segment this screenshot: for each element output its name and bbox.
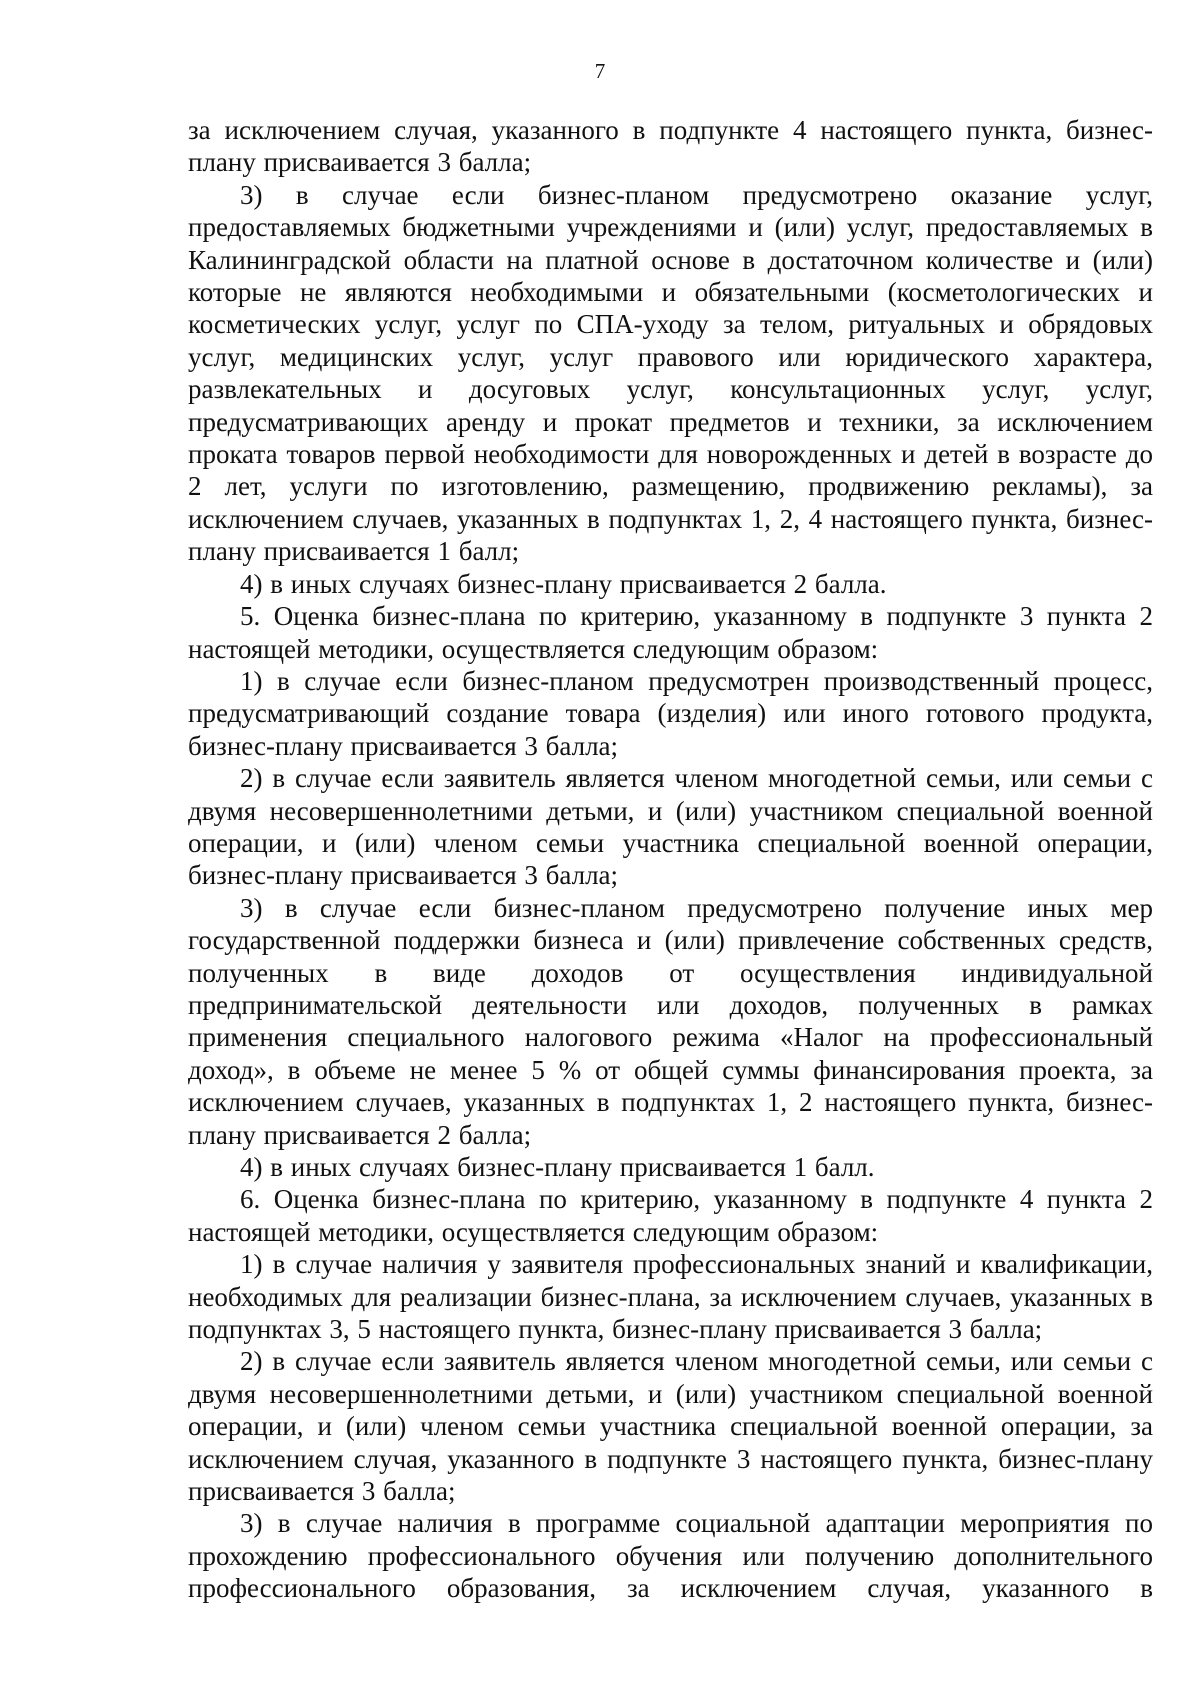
paragraph: 3) в случае если бизнес-планом предусмотрено получение иных мер государственной поддержки бизнеса и (или) привлечение собственных средств, полученных в виде доходов от осуществления индивидуальной предпринимательской деятельности или доходов, полученных в рамках применения специального налогового режима «Налог на профессиональный доход», в объеме не менее 5 % от общей суммы финансирования проекта, за исключением случаев, указанных в подпунктах 1, 2 настоящего пункта, бизнес-плану присваивается 2 балла; (188, 892, 1153, 1150)
paragraph: 6. Оценка бизнес-плана по критерию, указанному в подпункте 4 пункта 2 настоящей методики, осуществляется следующим образом: (188, 1184, 1153, 1247)
paragraph: 3) в случае наличия в программе социальной адаптации мероприятия по прохождению профессионального обучения или получению дополнительного профессионального образования, за исключением случая, указанного в (188, 1508, 1153, 1604)
paragraph: 3) в случае если бизнес-планом предусмотрено оказание услуг, предоставляемых бюджетными учреждениями и (или) услуг, предоставляемых в Калининградской области на платной основе в достаточном количестве и (или) которые не являются необходимыми и обязательными (косметологических и косметических услуг, услуг по СПА-уходу за телом, ритуальных и обрядовых услуг, медицинских услуг, услуг правового или юридического характера, развлекательных и досуговых услуг, консультационных услуг, услуг, предусматривающих аренду и прокат предметов и техники, за исключением проката товаров первой необходимости для новорожденных и детей в возрасте до 2 лет, услуги по изготовлению, размещению, продвижению рекламы), за исключением случаев, указанных в подпунктах 1, 2, 4 настоящего пункта, бизнес-плану присваивается 1 балл; (188, 179, 1153, 567)
page-number: 7 (594, 59, 606, 83)
paragraph: 2) в случае если заявитель является членом многодетной семьи, или семьи с двумя несовершеннолетними детьми, и (или) участником специальной военной операции, и (или) членом семьи участника специальной военной операции, бизнес-плану присваивается 3 балла; (188, 763, 1153, 891)
paragraph: за исключением случая, указанного в подпункте 4 настоящего пункта, бизнес-плану присваивается 3 балла; (188, 115, 1153, 178)
paragraph: 1) в случае если бизнес-планом предусмотрен производственный процесс, предусматривающий создание товара (изделия) или иного готового продукта, бизнес-плану присваивается 3 балла; (188, 665, 1153, 761)
paragraph: 5. Оценка бизнес-плана по критерию, указанному в подпункте 3 пункта 2 настоящей методики, осуществляется следующим образом: (188, 601, 1153, 664)
paragraph: 2) в случае если заявитель является членом многодетной семьи, или семьи с двумя несовершеннолетними детьми, и (или) участником специальной военной операции, и (или) членом семьи участника специальной военной операции, за исключением случая, указанного в подпункте 3 настоящего пункта, бизнес-плану присваивается 3 балла; (188, 1346, 1153, 1507)
paragraph: 1) в случае наличия у заявителя профессиональных знаний и квалификации, необходимых для реализации бизнес-плана, за исключением случаев, указанных в подпунктах 3, 5 настоящего пункта, бизнес-плану присваивается 3 балла; (188, 1249, 1153, 1345)
document-body (188, 114, 1153, 1605)
paragraph: 4) в иных случаях бизнес-плану присваивается 2 балла. (240, 568, 887, 599)
paragraph: 4) в иных случаях бизнес-плану присваивается 1 балл. (240, 1152, 875, 1182)
